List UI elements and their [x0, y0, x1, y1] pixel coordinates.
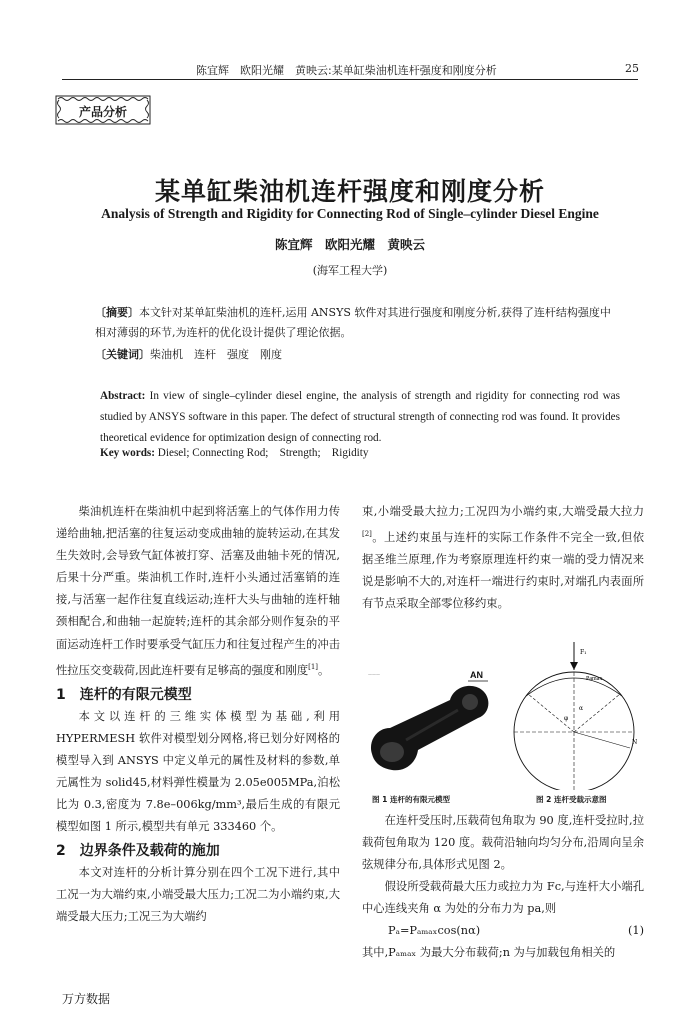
section-1-paragraph: 本文以连杆的三维实体模型为基础,利用 HYPERMESH 软件对模型划分网格,将已划分好网格的模型导入到 ANSYS 中定义单元的属性及材料的参数,单元属性为 solid45,材料弹性模量为 2.05e005MPa,泊松比为 0.3,密度为 7.8e–006kg/mm³,最后生成的有限元模型如图 1 所示,模型共有单元 333460 个。: [56, 709, 340, 834]
body-right-column-top: [362, 501, 644, 615]
svg-text:———: ———: [368, 672, 380, 677]
right-paragraph-1: [362, 501, 644, 615]
body-right-column-bottom: [362, 810, 644, 965]
right-text-1: 束,小端受最大拉力;工况四为小端约束,大端受最大拉力: [362, 505, 644, 518]
pamax-label: Pamax: [586, 676, 603, 682]
abstract-zh-label: 〔摘要〕: [95, 306, 139, 319]
keywords-zh-label: 〔关键词〕: [95, 348, 150, 361]
figure-1-caption: 图 1 连杆的有限元模型: [372, 795, 450, 804]
page-title-english: Analysis of Strength and Rigidity for Connecting Rod of Single–cylinder Diesel Engine: [101, 206, 599, 221]
figure-1: [362, 664, 502, 790]
n-label: N: [632, 739, 638, 746]
section-badge: [55, 95, 151, 125]
keywords-zh-text: 柴油机 连杆 强度 刚度: [150, 348, 282, 361]
intro-ref: [1]: [308, 662, 319, 671]
abstract-en-label: Abstract:: [100, 390, 146, 402]
force-label: F₁: [580, 649, 587, 656]
abstract-zh: [95, 303, 617, 343]
page-title: 某单缸柴油机连杆强度和刚度分析: [154, 177, 545, 206]
right-text-1b: 。上述约束虽与连杆的实际工作条件不完全一致,但依据圣维兰原理,作为考察原理连杆约束一端的受力情况来说是影响不大的,对连杆一端进行约束时,对端孔内表面所有节点采取全部零位移约束。: [362, 530, 644, 611]
abstract-en-text: In view of single–cylinder diesel engine, the analysis of strength and rigidity for connecting rod was studied by ANSYS software in this paper. The defect of structural strength of connecting rod was found. It provides theoretical evidence for optimization design of connecting rod.: [100, 390, 620, 444]
authors: 陈宜辉 欧阳光耀 黄映云: [274, 237, 425, 252]
abstract-en: [100, 386, 620, 449]
section-1-heading: 1 连杆的有限元模型: [56, 686, 192, 703]
running-head: [0, 62, 700, 80]
keywords-zh: [95, 346, 617, 362]
keywords-en-label: Key words:: [100, 447, 155, 459]
right-paragraph-4: 其中,Pₐₘₐₓ 为最大分布载荷;n 为与加载包角相关的: [362, 946, 616, 960]
section-2-heading: 2 边界条件及载荷的施加: [56, 843, 220, 860]
section-2-paragraph: 本文对连杆的分析计算分别在四个工况下进行,其中工况一为大端约束,小端受最大压力;工况二为小端约束,大端受最大压力;工况三为大端约: [56, 866, 340, 924]
intro-paragraph: [56, 501, 340, 682]
footer-watermark: 万方数据: [62, 992, 111, 1006]
right-ref-1: [2]: [362, 530, 372, 539]
keywords-en-text: Diesel; Connecting Rod; Strength; Rigidity: [157, 447, 369, 459]
page-number: 25: [625, 62, 639, 75]
abstract-zh-text: 本文针对某单缸柴油机的连杆,运用 ANSYS 软件对其进行强度和刚度分析,获得了连杆结构强度中相对薄弱的环节,为连杆的优化设计提供了理论依据。: [95, 306, 611, 339]
intro-end: 。: [318, 663, 330, 677]
connecting-rod-mesh-image: [362, 664, 502, 790]
equation-1-text: Pₐ=Pₐₘₐₓcos(nα): [388, 924, 481, 938]
keywords-en: [100, 444, 620, 460]
figure-2-caption: 图 2 连杆受载示意图: [536, 795, 607, 804]
body-left-column: [56, 501, 340, 929]
equation-1-number: (1): [627, 924, 644, 938]
alpha-label: α: [579, 705, 584, 712]
right-paragraph-3: 假设所受载荷最大压力或拉力为 Fc,与连杆大小端孔中心连线夹角 α 为处的分布力为 pa,则: [362, 880, 644, 916]
running-head-authors: 陈宜辉 欧阳光耀 黄映云:某单缸柴油机连杆强度和刚度分析: [196, 64, 497, 77]
affiliation: (海军工程大学): [312, 264, 388, 277]
section-badge-label: 产品分析: [78, 105, 127, 119]
ansys-logo: AN: [470, 670, 483, 680]
figure-2: [506, 640, 646, 790]
equation-1: [362, 920, 644, 942]
right-paragraph-2: 在连杆受压时,压载荷包角取为 90 度,连杆受拉时,拉载荷包角取为 120 度。载荷沿轴向均匀分布,沿周向呈余弦规律分布,具体形式见图 2。: [362, 814, 644, 872]
intro-text: 柴油机连杆在柴油机中起到将活塞上的气体作用力传递给曲轴,把活塞的往复运动变成曲轴的旋转运动,在其发生失效时,会导致气缸体被打穿、活塞及曲轴卡死的情况,后果十分严重。柴油机工作时,连杆小头通过活塞销的连接,与活塞一起作往复直线运动;连杆大头与曲轴的连杆轴颈相配合,和曲轴一起旋转;连杆的其余部分则作复杂的平面运动连杆工作时要承受气缸压力和往复过程产生的冲击性拉压交变载荷,因此连杆要有足够高的强度和刚度: [56, 505, 340, 677]
phi-label: φ: [564, 715, 569, 722]
header-rule: [62, 79, 638, 80]
load-diagram-image: [506, 640, 646, 790]
